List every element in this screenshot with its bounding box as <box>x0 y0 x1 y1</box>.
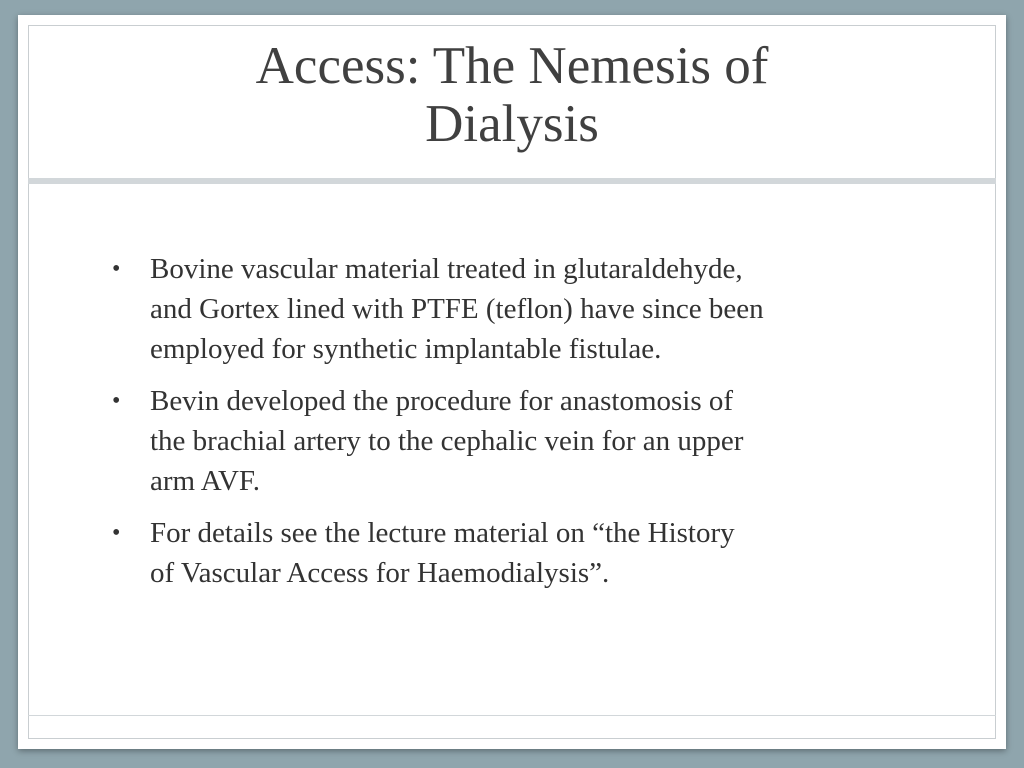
bullet-text-line: arm AVF. <box>150 465 260 497</box>
bullet-list <box>112 249 912 605</box>
title-line-1: Access: The Nemesis of <box>255 37 769 95</box>
bullet-dot-icon: • <box>112 520 121 546</box>
bullet-dot-icon: • <box>112 256 121 282</box>
footer-divider <box>28 715 996 716</box>
bullet-text-line: and Gortex lined with PTFE (teflon) have since been <box>150 293 764 325</box>
bullet-item <box>112 381 912 501</box>
bullet-text-line: Bovine vascular material treated in glutaraldehyde, <box>150 253 743 285</box>
bullet-item <box>112 513 912 593</box>
title-line-2: Dialysis <box>425 95 599 153</box>
bullet-text-line: of Vascular Access for Haemodialysis”. <box>150 557 610 589</box>
bullet-item <box>112 249 912 369</box>
bullet-text-line: For details see the lecture material on “the History <box>150 517 735 549</box>
slide <box>18 15 1006 749</box>
bullet-dot-icon: • <box>112 388 121 414</box>
title-divider <box>28 178 996 184</box>
slide-title <box>48 37 976 153</box>
bullet-text-line: the brachial artery to the cephalic vein for an upper <box>150 425 744 457</box>
bullet-text-line: Bevin developed the procedure for anastomosis of <box>150 385 734 417</box>
bullet-text-line: employed for synthetic implantable fistulae. <box>150 333 662 365</box>
